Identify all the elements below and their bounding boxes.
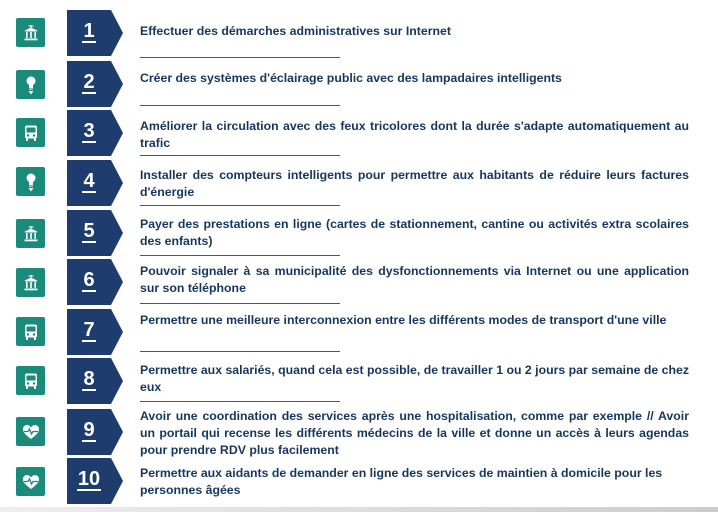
town-hall-icon (16, 219, 45, 248)
number-badge (67, 61, 123, 107)
item-text: Permettre une meilleure interconnexion entre les différents modes de transport d'une ville (140, 313, 667, 327)
item-number: 10 (77, 468, 101, 490)
separator (140, 205, 340, 206)
bus-icon (16, 118, 45, 147)
number-badge (67, 110, 123, 156)
item-number: 7 (83, 319, 95, 341)
item-text: Pouvoir signaler à sa municipalité des dysfonctionnements via Internet ou une application sur son téléphone (140, 264, 689, 295)
number-badge (67, 309, 123, 355)
item-text: Payer des prestations en ligne (cartes de stationnement, cantine ou activités extra scolaires des enfants) (140, 217, 689, 248)
item-number: 4 (83, 170, 95, 192)
number-badge (67, 409, 123, 455)
item-text: Créer des systèmes d'éclairage public avec des lampadaires intelligents (140, 71, 562, 85)
item-text: Permettre aux salariés, quand cela est possible, de travailler 1 ou 2 jours par semaine de chez eux (140, 363, 689, 394)
number-badge (67, 259, 123, 305)
item-number: 6 (83, 269, 95, 291)
item-text: Améliorer la circulation avec des feux tricolores dont la durée s'adapte automatiquement au trafic (140, 119, 689, 150)
item-number: 5 (83, 220, 95, 242)
item-text: Effectuer des démarches administratives sur Internet (140, 24, 451, 38)
item-number: 3 (83, 120, 95, 142)
item-text: Permettre aux aidants de demander en ligne des services de maintien à domicile pour les personnes âgées (140, 466, 663, 497)
separator (140, 351, 340, 352)
number-badge (67, 210, 123, 256)
number-badge (67, 358, 123, 404)
item-number: 8 (83, 368, 95, 390)
lightbulb-icon (16, 70, 45, 99)
separator (140, 155, 340, 156)
town-hall-icon (16, 268, 45, 297)
item-number: 1 (83, 20, 95, 42)
separator (140, 57, 340, 58)
number-badge (67, 458, 123, 504)
separator (140, 303, 340, 304)
separator (140, 401, 340, 402)
item-text: Avoir une coordination des services après une hospitalisation, comme par exemple // Avoir un portail qui recense les différents médecins de la ville et donne un accès à leurs agendas pour prendre RDV plus facilement (140, 409, 689, 457)
heart-pulse-icon (16, 467, 45, 496)
lightbulb-icon (16, 167, 45, 196)
heart-pulse-icon (16, 417, 45, 446)
number-badge (67, 160, 123, 206)
town-hall-icon (16, 18, 45, 47)
item-number: 9 (83, 419, 95, 441)
item-text: Installer des compteurs intelligents pour permettre aux habitants de réduire leurs factures d'énergie (140, 168, 689, 199)
bus-icon (16, 366, 45, 395)
bus-icon (16, 317, 45, 346)
separator (140, 255, 340, 256)
number-badge (67, 10, 123, 56)
separator (140, 105, 340, 106)
bottom-border (0, 507, 718, 512)
item-number: 2 (83, 71, 95, 93)
